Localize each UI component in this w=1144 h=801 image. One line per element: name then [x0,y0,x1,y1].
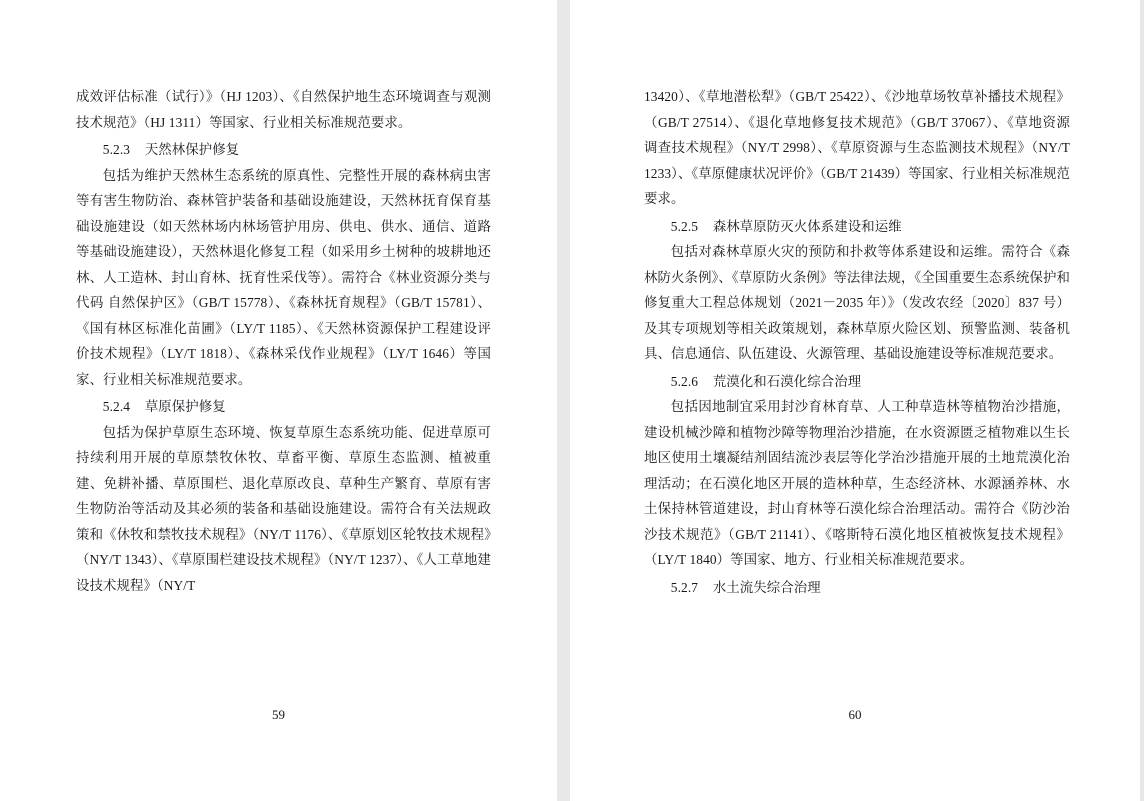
section-title: 森林草原防灭火体系建设和运维 [712,218,902,234]
section-number: 5.2.3 [102,142,131,157]
section-number: 5.2.6 [670,373,699,389]
section-heading-5-2-3 [76,137,491,163]
section-title: 荒漠化和石漠化综合治理 [712,373,862,389]
section-title: 天然林保护修复 [144,142,240,157]
paragraph: 包括对森林草原火灾的预防和扑救等体系建设和运维。需符合《森林防火条例》、《草原防火条例》等法律法规，《全国重要生态系统保护和修复重大工程总体规划（2021－2035 年）》（发改农经〔2020〕837 号）及其专项规划等相关政策规划，森林草原火险区划、预警监测、装备机具、信息通信、队伍建设、火源管理、基础设施建设等标准规范要求。 [644,244,1070,361]
section-heading-5-2-7 [644,575,1070,601]
section-number: 5.2.7 [670,579,699,595]
page-left-content [76,84,491,598]
section-number: 5.2.4 [102,399,131,414]
paragraph: 包括为保护草原生态环境、恢复草原生态系统功能、促进草原可持续利用开展的草原禁牧休牧、草畜平衡、草原生态监测、植被重建、免耕补播、草原围栏、退化草原改良、草种生产繁育、草原有害生物防治等活动及其必须的装备和基础设施建设。需符合有关法规政策和《休牧和禁牧技术规程》（NY/T 1176）、《草原划区轮牧技术规程》（NY/T 1343）、《草原围栏建设技术规程》（NY/T 1237）、《人工草地建设技术规程》（NY/T [76,424,491,593]
page-right-content [644,84,1070,600]
section-heading-5-2-5 [644,214,1070,240]
paragraph-continued: 成效评估标准（试行）》（HJ 1203）、《自然保护地生态环境调查与观测技术规范》（HJ 1311）等国家、行业相关标准规范要求。 [76,89,491,130]
paragraph-continued: 13420）、《草地潜松犁》（GB/T 25422）、《沙地草场牧草补播技术规程》（GB/T 27514）、《退化草地修复技术规范》（GB/T 37067）、《草地资源调查技术规程》（NY/T 2998）、《草原资源与生态监测技术规程》（NY/T 1233）、《草原健康状况评价》（GB/T 21439）等国家、行业相关标准规范要求。 [644,89,1070,206]
paragraph: 包括为维护天然林生态系统的原真性、完整性开展的森林病虫害等有害生物防治、森林管护装备和基础设施建设，天然林抚育保育基础设施建设（如天然林场内林场管护用房、供电、供水、通信、道路等基础设施建设），天然林退化修复工程（如采用乡土树种的坡耕地还林、人工造林、封山育林、抚育性采伐等）。需符合《林业资源分类与代码 自然保护区》（GB/T 15778）、《森林抚育规程》（GB/T 15781）、《国有林区标准化苗圃》（LY/T 1185）、《天然林资源保护工程建设评价技术规程》（LY/T 1818）、《森林采伐作业规程》（LY/T 1646）等国家、行业相关标准规范要求。 [76,167,491,387]
section-title: 水土流失综合治理 [712,579,821,595]
page-number: 60 [848,707,862,722]
section-title: 草原保护修复 [144,399,226,414]
section-number: 5.2.5 [670,218,699,234]
section-heading-5-2-6 [644,369,1070,395]
page-right [570,0,1140,801]
section-heading-5-2-4 [76,394,491,420]
paragraph: 包括因地制宜采用封沙育林育草、人工种草造林等植物治沙措施，建设机械沙障和植物沙障等物理治沙措施，在水资源匮乏植物难以生长地区使用土壤凝结剂固结流沙表层等化学治沙措施开展的土地荒漠化治理活动；在石漠化地区开展的造林种草，生态经济林、水源涵养林、水土保持林管道建设，封山育林等石漠化综合治理活动。需符合《防沙治沙技术规范》（GB/T 21141）、《喀斯特石漠化地区植被恢复技术规程》（LY/T 1840）等国家、地方、行业相关标准规范要求。 [644,399,1070,567]
page-number: 59 [272,707,285,722]
page-left [0,0,557,801]
